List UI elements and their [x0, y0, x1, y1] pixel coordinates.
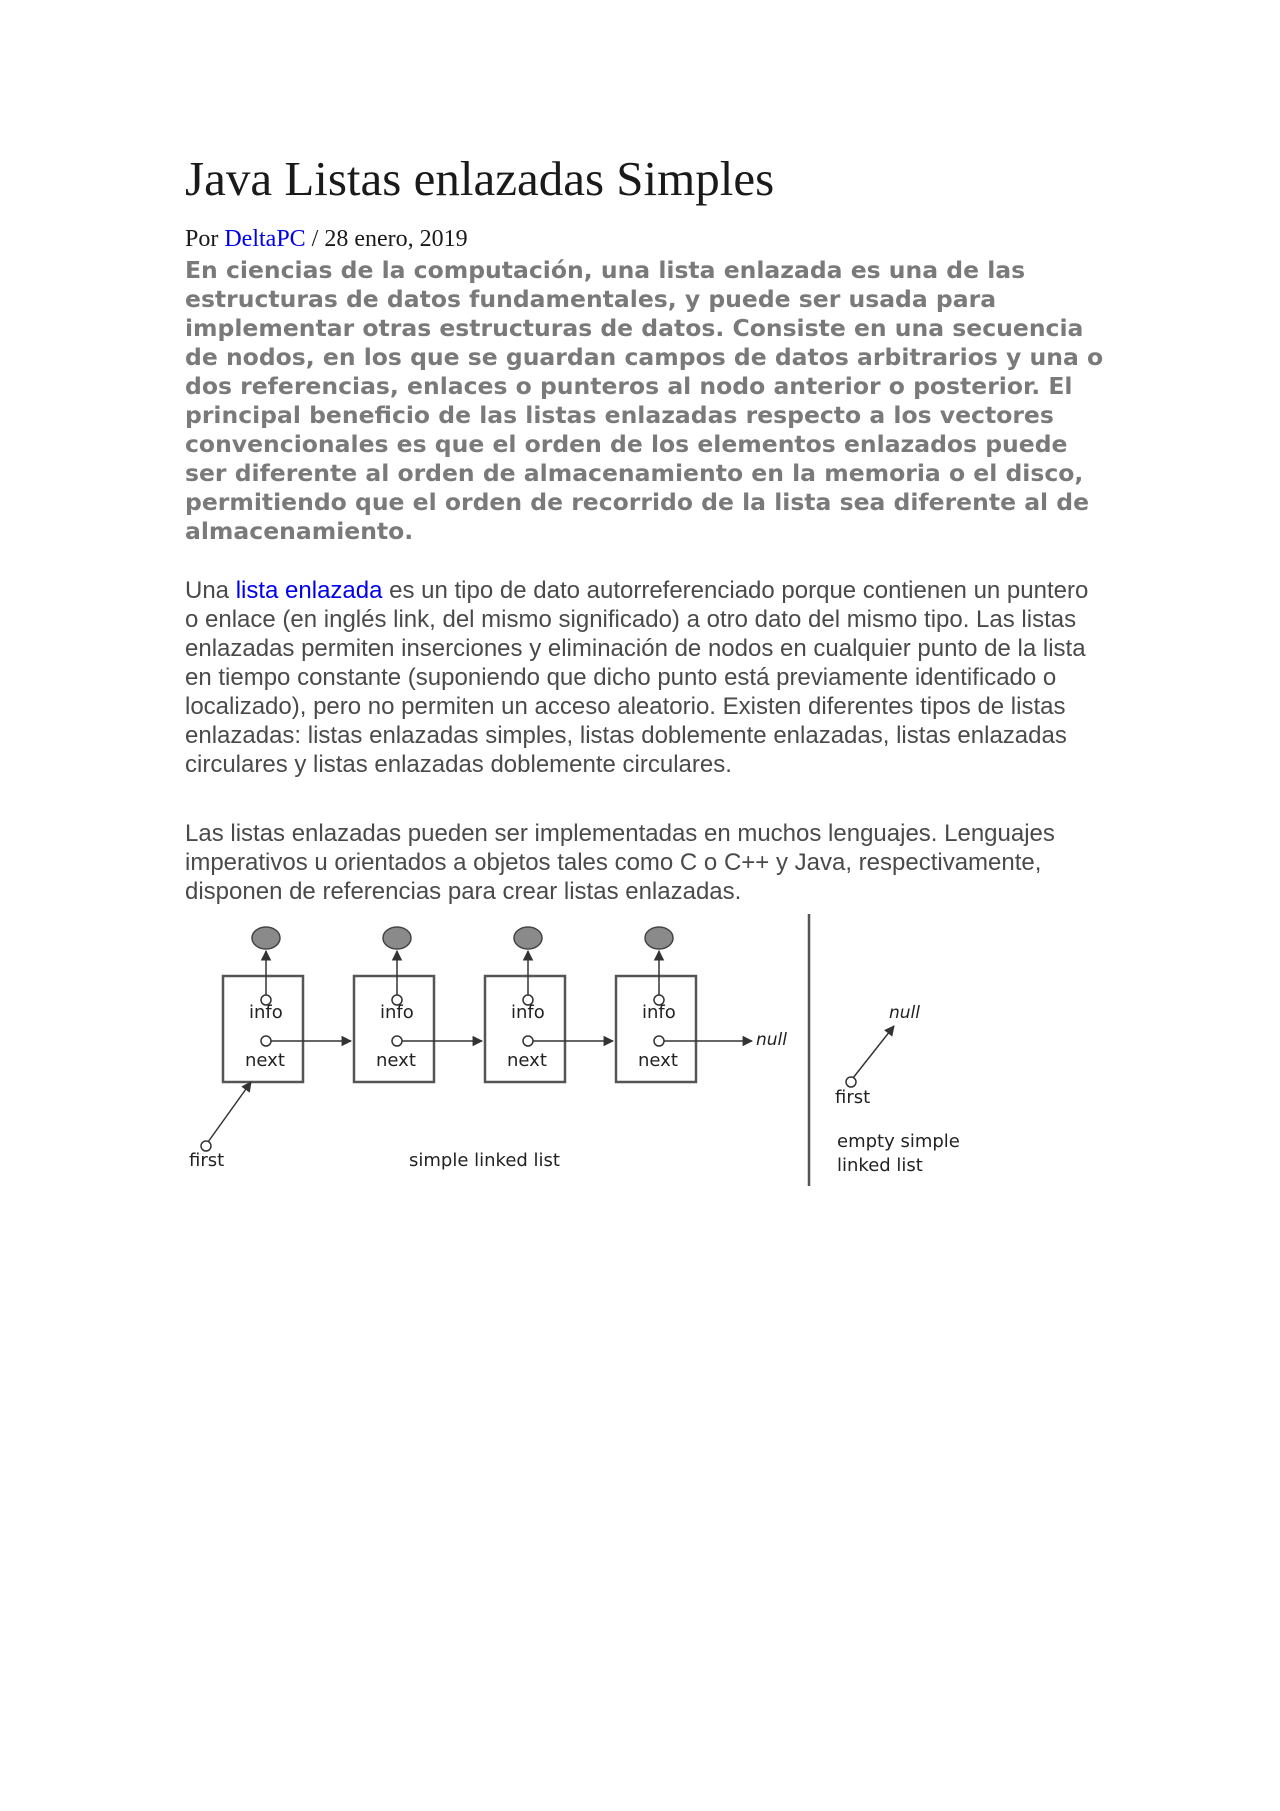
list-node-3	[485, 927, 565, 1082]
node-next-label: next	[376, 1049, 416, 1071]
list-node-1	[223, 927, 303, 1082]
byline-separator: /	[305, 225, 325, 252]
caption-simple-linked-list: simple linked list	[409, 1149, 560, 1171]
node-next-label: next	[638, 1049, 678, 1071]
paragraph-1-rest: es un tipo de dato autorreferenciado porque contienen un puntero o enlace (en inglés link, del mismo significado) a otro dato del mismo tipo. Las listas enlazadas permiten inserciones y eliminación de nodos en cualquier punto de la lista en tiempo constante (suponiendo que dicho punto está previamente identificado o localizado), pero no permiten un acceso aleatorio. Existen diferentes tipos de listas enlazadas: listas enlazadas simples, listas doblemente enlazadas, listas enlazadas circulares y listas enlazadas doblemente circulares.	[185, 576, 1089, 778]
list-node-4	[616, 927, 696, 1082]
empty-first-pointer-origin	[846, 1077, 856, 1087]
node-info-label: info	[642, 1001, 676, 1023]
byline-prefix: Por	[185, 225, 225, 252]
linked-list-diagram-svg	[185, 914, 1105, 1194]
caption-empty-line-2: linked list	[837, 1154, 923, 1176]
data-cloud-icon	[514, 927, 542, 949]
author-link[interactable]: DeltaPC	[224, 225, 306, 252]
node-info-label: info	[380, 1001, 414, 1023]
body-paragraph-1	[185, 576, 1105, 779]
linked-list-diagram	[185, 914, 1105, 1194]
empty-first-label: first	[835, 1086, 871, 1108]
empty-null-label: null	[889, 1002, 920, 1023]
next-pointer-origin	[654, 1036, 664, 1046]
null-label: null	[756, 1029, 787, 1050]
node-info-label: info	[249, 1001, 283, 1023]
article	[185, 150, 1105, 1194]
body-paragraph-2: Las listas enlazadas pueden ser implementadas en muchos lenguajes. Lenguajes imperativos u orientados a objetos tales como C o C++ y Java, respectivamente, disponen de referencias para crear listas enlazadas.	[185, 819, 1055, 905]
data-cloud-icon	[645, 927, 673, 949]
data-cloud-icon	[383, 927, 411, 949]
first-label: first	[189, 1149, 225, 1171]
node-info-label: info	[511, 1001, 545, 1023]
node-next-label: next	[507, 1049, 547, 1071]
next-pointer-origin	[523, 1036, 533, 1046]
lista-enlazada-link[interactable]: lista enlazada	[235, 576, 383, 604]
data-cloud-icon	[252, 927, 280, 949]
first-pointer	[208, 1082, 251, 1142]
publish-date: 28 enero, 2019	[324, 225, 468, 252]
caption-empty-line-1: empty simple	[837, 1130, 960, 1152]
next-pointer-origin	[392, 1036, 402, 1046]
paragraph-1-start: Una	[185, 576, 236, 604]
list-node-2	[354, 927, 434, 1082]
empty-first-pointer	[853, 1026, 894, 1078]
lead-paragraph: En ciencias de la computación, una lista enlazada es una de las estructuras de datos fundamentales, y puede ser usada para implementar otras estructuras de datos. Consiste en una secuencia de nodos, en los que se guardan campos de datos arbitrarios y una o dos referencias, enlaces o punteros al nodo anterior o posterior. El principal beneficio de las listas enlazadas respecto a los vectores convencionales es que el orden de los elementos enlazados puede ser diferente al orden de almacenamiento en la memoria o el disco, permitiendo que el orden de recorrido de la lista sea diferente al de almacenamiento.	[185, 255, 1104, 545]
node-next-label: next	[245, 1049, 285, 1071]
page-title: Java Listas enlazadas Simples	[185, 151, 775, 206]
byline	[185, 225, 1105, 254]
next-pointer-origin	[261, 1036, 271, 1046]
